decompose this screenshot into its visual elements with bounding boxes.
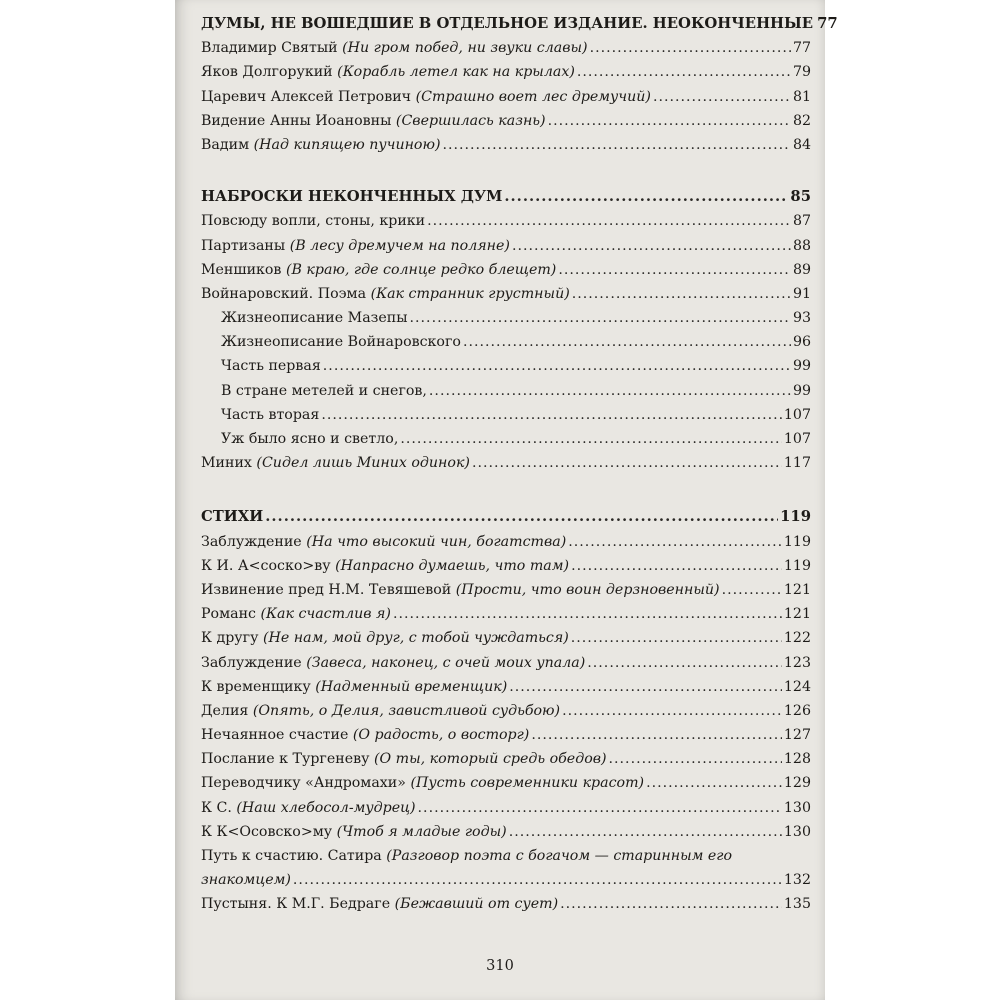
toc-entry [201, 530, 811, 554]
entry-page: 122 [783, 630, 811, 647]
entry-text [201, 651, 585, 675]
toc-entry [201, 626, 811, 650]
entry-title: Меншиков [201, 261, 282, 278]
section-heading-page: 77 [817, 15, 838, 32]
toc-entry [201, 258, 811, 282]
entry-page: 82 [792, 112, 811, 129]
entry-page: 117 [783, 455, 811, 472]
entry-page: 119 [783, 533, 811, 550]
toc-entry [201, 554, 811, 578]
entry-page: 87 [792, 213, 811, 230]
entry-title: Уж было ясно и светло, [221, 431, 399, 447]
toc-entry [201, 133, 811, 157]
entry-subtitle: (Разговор поэта с богачом — старинным его [386, 848, 733, 864]
toc-entry [201, 651, 811, 675]
toc-entry [201, 451, 811, 475]
entry-title: Войнаровский. Поэма [201, 285, 367, 302]
entry-subtitle: (О ты, который средь обедов) [373, 751, 607, 768]
toc-entry [201, 820, 811, 844]
entry-subtitle: (Над кипящею пучиною) [253, 136, 441, 153]
leader-dots [443, 133, 791, 157]
toc-entry-wrapped [201, 844, 811, 892]
leader-dots [410, 306, 791, 330]
entry-page: 124 [783, 678, 811, 695]
toc-entry [201, 427, 811, 451]
leader-dots [562, 699, 782, 723]
leader-dots [509, 675, 782, 699]
entry-subtitle: (На что высокий чин, богатства) [306, 533, 567, 550]
entry-title: Пустыня. К М.Г. Бедраге [201, 896, 391, 913]
entry-title: Делия [201, 702, 249, 719]
entry-page: 107 [783, 406, 811, 423]
leader-dots [323, 354, 791, 378]
leader-dots [418, 796, 782, 820]
toc-entry [201, 306, 811, 330]
entry-page: 96 [792, 334, 811, 351]
entry-subtitle: (Наш хлебосол-мудрец) [236, 799, 416, 816]
entry-text [201, 771, 644, 795]
leader-dots [572, 282, 791, 306]
leader-dots [393, 602, 782, 626]
entry-page: 135 [783, 896, 811, 913]
section-heading-page: 85 [790, 188, 811, 206]
toc-entry [201, 796, 811, 820]
entry-page: 99 [792, 358, 811, 375]
entry-subtitle: (Чтоб я младые годы) [336, 823, 507, 840]
entry-title: Нечаянное счастие [201, 727, 349, 744]
entry-text [201, 36, 588, 60]
leader-dots [265, 505, 778, 529]
toc-entry-last [201, 892, 811, 916]
entry-text [201, 530, 566, 554]
entry-title: В стране метелей и снегов, [221, 382, 427, 399]
toc-entry [201, 234, 811, 258]
entry-title: Путь к счастию. Сатира [201, 848, 382, 864]
entry-title: Повсюду вопли, стоны, крики [201, 213, 426, 230]
entry-text [201, 578, 720, 602]
entry-subtitle: (Страшно воет лес дремучий) [415, 88, 651, 105]
toc-entry [201, 36, 811, 60]
leader-dots [512, 234, 791, 258]
entry-page: 130 [783, 823, 811, 840]
toc-entry [201, 330, 811, 354]
entry-page: 91 [792, 285, 811, 302]
entry-title: К С. [201, 799, 232, 816]
entry-page: 128 [783, 751, 811, 768]
section-heading-title: НАБРОСКИ НЕКОНЧЕННЫХ ДУМ [201, 188, 503, 206]
section-gap [201, 157, 811, 185]
entry-text [201, 60, 575, 84]
entry-subtitle: (Как счастлив я) [260, 606, 391, 623]
entry-page: 130 [783, 799, 811, 816]
leader-dots [531, 723, 782, 747]
entry-text [221, 354, 321, 378]
leader-dots [722, 578, 782, 602]
entry-title: Царевич Алексей Петрович [201, 88, 412, 105]
entry-subtitle: (Как странник грустный) [370, 285, 570, 302]
entry-page: 132 [783, 872, 811, 889]
toc-entry [201, 771, 811, 795]
entry-page: 121 [783, 581, 811, 598]
entry-title: Послание к Тургеневу [201, 751, 370, 768]
entry-title: Видение Анны Иоановны [201, 112, 392, 129]
entry-subtitle: (О радость, о восторг) [352, 727, 530, 744]
toc-entry [201, 109, 811, 133]
entry-subtitle-continued: знакомцем) [201, 872, 291, 889]
entry-subtitle: (Свершилась казнь) [395, 112, 546, 129]
entry-text [201, 723, 529, 747]
entry-subtitle: (Напрасно думаешь, что там) [335, 557, 570, 574]
leader-dots [587, 651, 782, 675]
entry-text [201, 234, 510, 258]
entry-text [201, 602, 391, 626]
section-heading-title: ДУМЫ, НЕ ВОШЕДШИЕ В ОТДЕЛЬНОЕ ИЗДАНИЕ. НЕОКОНЧЕННЫЕ [201, 15, 814, 32]
entry-page: 84 [792, 136, 811, 153]
entry-subtitle: (Пусть современники красот) [410, 775, 645, 792]
leader-dots [646, 771, 782, 795]
entry-page: 107 [783, 431, 811, 447]
leader-dots [590, 36, 791, 60]
entry-text [201, 209, 425, 233]
entry-page: 79 [792, 64, 811, 81]
leader-dots [571, 554, 782, 578]
leader-dots [577, 60, 791, 84]
leader-dots [427, 209, 791, 233]
toc-entry [201, 675, 811, 699]
entry-page: 77 [792, 40, 811, 57]
entry-subtitle: (Ни гром побед, ни звуки славы) [342, 40, 588, 57]
entry-subtitle: (Корабль летел как на крылах) [337, 64, 575, 81]
entry-page: 81 [792, 88, 811, 105]
toc-entry [201, 747, 811, 771]
entry-title: К И. А<соско>ву [201, 557, 331, 574]
entry-page: 123 [783, 654, 811, 671]
entry-text [201, 626, 569, 650]
section-heading-title: СТИХИ [201, 508, 264, 526]
entry-page: 89 [792, 261, 811, 278]
entry-title: Заблуждение [201, 654, 302, 671]
entry-text [221, 330, 461, 354]
leader-dots [400, 427, 782, 451]
leader-dots [463, 330, 791, 354]
entry-text [201, 699, 560, 723]
section-heading [201, 505, 811, 529]
entry-subtitle: (Опять, о Делия, завистливой судьбою) [252, 702, 561, 719]
entry-title: Вадим [201, 136, 250, 153]
leader-dots [472, 451, 782, 475]
leader-dots [568, 530, 782, 554]
entry-title: Партизаны [201, 237, 286, 254]
entry-text [221, 427, 398, 451]
entry-title: Извинение пред Н.М. Тевяшевой [201, 581, 452, 598]
book-page [175, 0, 838, 1000]
entry-subtitle: (Бежавший от сует) [394, 896, 559, 913]
entry-subtitle: (Сидел лишь Миних одинок) [256, 455, 470, 472]
entry-text [221, 306, 408, 330]
entry-subtitle: (Не нам, мой друг, с тобой чуждаться) [262, 630, 569, 647]
entry-text [221, 403, 319, 427]
section-heading [201, 185, 811, 209]
entry-title: Яков Долгорукий [201, 64, 333, 81]
entry-text [201, 85, 651, 109]
leader-dots [653, 85, 791, 109]
entry-title: Жизнеописание Мазепы [221, 310, 408, 327]
entry-text [201, 675, 507, 699]
entry-text [201, 109, 546, 133]
toc-entry [201, 209, 811, 233]
entry-text [201, 282, 570, 306]
toc-entry [201, 403, 811, 427]
entry-text [201, 133, 441, 157]
entry-page: 93 [792, 310, 811, 327]
section-heading-page: 119 [780, 508, 811, 526]
leader-dots [609, 747, 782, 771]
entry-title: Часть вторая [221, 406, 320, 423]
entry-subtitle: (Завеса, наконец, с очей моих упала) [306, 654, 586, 671]
entry-subtitle: (В краю, где солнце редко блещет) [285, 261, 557, 278]
leader-dots [509, 820, 782, 844]
entry-text [201, 451, 470, 475]
entry-page: 121 [783, 606, 811, 623]
toc-entry [201, 354, 811, 378]
entry-page: 127 [783, 727, 811, 744]
entry-text [201, 747, 607, 771]
leader-dots [558, 258, 791, 282]
entry-title: Заблуждение [201, 533, 302, 550]
entry-title: Миних [201, 455, 252, 472]
toc-entry [201, 85, 811, 109]
entry-text [201, 258, 556, 282]
toc-entry [201, 723, 811, 747]
entry-text [201, 820, 507, 844]
entry-page: 88 [792, 237, 811, 254]
leader-dots [321, 403, 782, 427]
entry-subtitle: (Надменный временщик) [315, 678, 508, 695]
entry-title: Переводчику «Андромахи» [201, 775, 406, 792]
leader-dots [429, 379, 791, 403]
toc-entry [201, 282, 811, 306]
toc-entry [201, 60, 811, 84]
entry-text [201, 796, 416, 820]
entry-text [201, 554, 569, 578]
entry-title: Жизнеописание Войнаровского [221, 334, 461, 351]
entry-page: 99 [792, 382, 811, 399]
leader-dots [560, 892, 782, 916]
table-of-contents [201, 12, 838, 917]
toc-entry [201, 699, 811, 723]
entry-title: Владимир Святый [201, 40, 338, 57]
entry-subtitle: (Прости, что воин дерзновенный) [455, 581, 720, 598]
leader-dots [293, 868, 782, 892]
entry-subtitle: (В лесу дремучем на поляне) [289, 237, 510, 254]
entry-title: Часть первая [221, 358, 321, 375]
entry-text [221, 379, 427, 403]
section-gap [201, 475, 811, 505]
entry-page: 119 [783, 557, 811, 574]
entry-page: 129 [783, 775, 811, 792]
toc-entry [201, 602, 811, 626]
entry-page: 126 [783, 702, 811, 719]
toc-entry [201, 379, 811, 403]
entry-title: К К<Осовско>му [201, 823, 333, 840]
leader-dots [548, 109, 791, 133]
entry-title: К другу [201, 630, 259, 647]
entry-title: К временщику [201, 678, 311, 695]
leader-dots [571, 626, 782, 650]
toc-entry [201, 578, 811, 602]
page-number: 310 [486, 958, 514, 974]
section-heading [201, 12, 838, 36]
entry-title: Романс [201, 606, 256, 623]
leader-dots [504, 185, 788, 209]
